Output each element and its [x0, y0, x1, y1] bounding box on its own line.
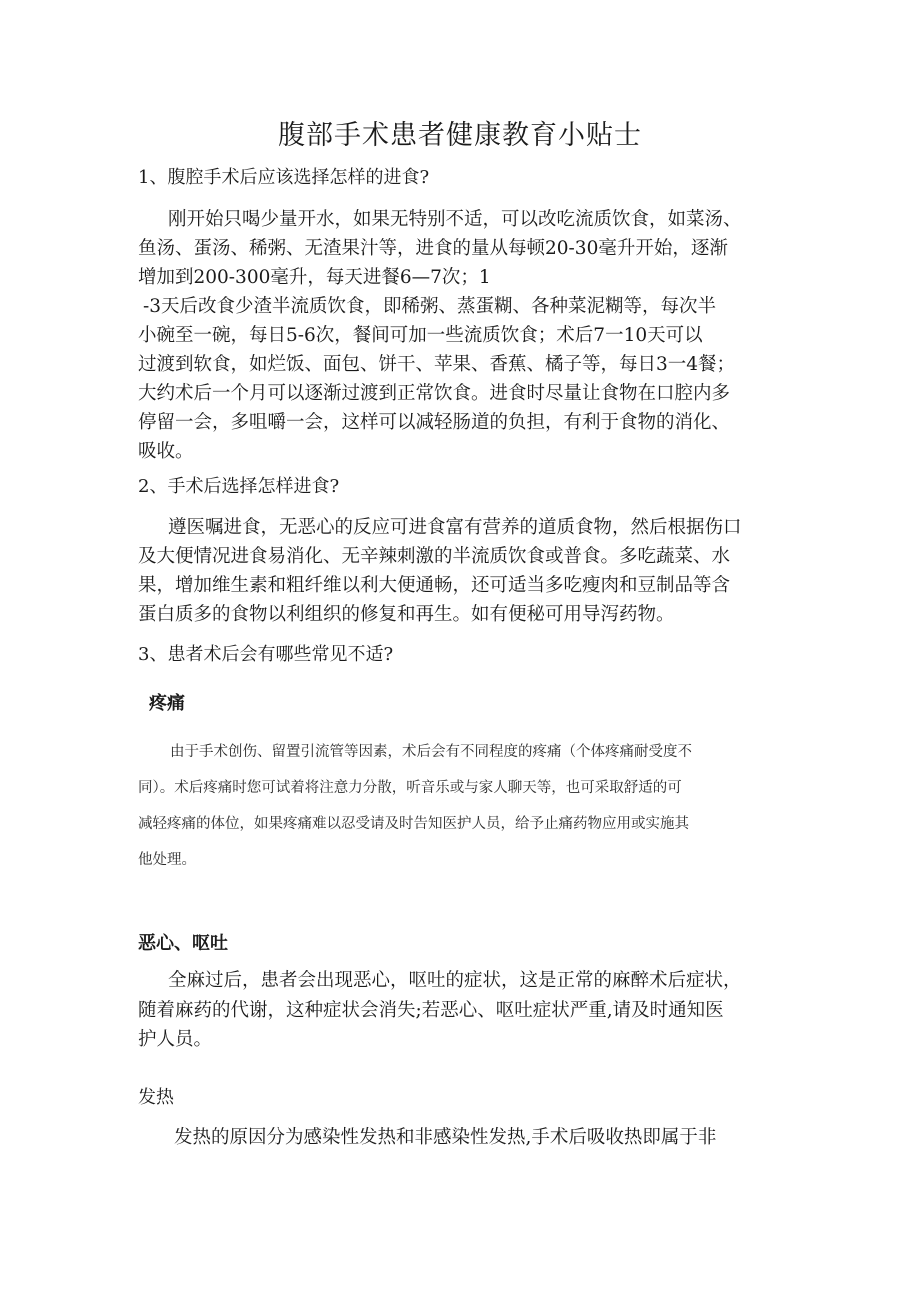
q1-line: 过渡到软食，如烂饭、面包、饼干、苹果、香蕉、橘子等，每日3一4餐； [138, 354, 736, 375]
question-1-heading: 1、腹腔手术后应该选择怎样的进食? [138, 167, 430, 188]
fever-subheading: 发热 [138, 1087, 174, 1108]
q2-line: 果，增加维生素和粗纤维以利大便通畅，还可适当多吃瘦肉和豆制品等含 [138, 575, 731, 596]
pain-line: 同）。术后疼痛时您可试着将注意力分散，听音乐或与家人聊天等，也可采取舒适的可 [138, 780, 682, 796]
fever-line: 发热的原因分为感染性发热和非感染性发热,手术后吸收热即属于非 [174, 1127, 717, 1148]
q2-line: 及大便情况进食易消化、无辛辣刺激的半流质饮食或普食。多吃蔬菜、水 [138, 546, 731, 567]
q1-line: 刚开始只喝少量开水，如果无特别不适，可以改吃流质饮食，如菜汤、 [168, 209, 742, 230]
q1-line: 停留一会，多咀嚼一会，这样可以减轻肠道的负担，有利于食物的消化、 [138, 412, 731, 433]
question-3-heading: 3、患者术后会有哪些常见不适? [138, 644, 394, 665]
nausea-line: 随着麻药的代谢，这种症状会消失;若恶心、呕吐症状严重,请及时通知医 [138, 1000, 724, 1021]
pain-line: 他处理。 [138, 852, 196, 868]
q1-line: 鱼汤、蛋汤、稀粥、无渣果汁等，进食的量从每顿20-30毫升开始，逐渐 [138, 238, 728, 259]
q2-line: 遵医嘱进食，无恶心的反应可进食富有营养的道质食物，然后根据伤口 [168, 517, 742, 538]
nausea-line: 全麻过后，患者会出现恶心，呕吐的症状，这是正常的麻醉术后症状， [168, 970, 742, 991]
question-2-heading: 2、手术后选择怎样进食? [138, 476, 340, 497]
nausea-line: 护人员。 [138, 1029, 213, 1050]
nausea-subheading: 恶心、呕吐 [138, 933, 228, 954]
pain-line: 减轻疼痛的体位，如果疼痛难以忍受请及时告知医护人员，给予止痛药物应用或实施其 [138, 816, 689, 832]
q1-line: 增加到200-300毫升，每天进餐6—7次；1 [138, 267, 491, 288]
pain-line: 由于手术创伤、留置引流管等因素，术后会有不同程度的疼痛（个体疼痛耐受度不 [170, 744, 692, 760]
pain-subheading: 疼痛 [149, 693, 185, 714]
q1-line: -3天后改食少渣半流质饮食，即稀粥、蒸蛋糊、各种菜泥糊等，每次半 [143, 296, 717, 317]
q2-line: 蛋白质多的食物以利组织的修复和再生。如有便秘可用导泻药物。 [138, 604, 675, 625]
q1-line: 小碗至一碗，每日5-6次，餐间可加一些流质饮食；术后7一10天可以 [138, 325, 703, 346]
q1-line: 吸收。 [138, 441, 194, 462]
page-title: 腹部手术患者健康教育小贴士 [278, 120, 642, 151]
q1-line: 大约术后一个月可以逐渐过渡到正常饮食。进食时尽量让食物在口腔内多 [138, 383, 731, 404]
